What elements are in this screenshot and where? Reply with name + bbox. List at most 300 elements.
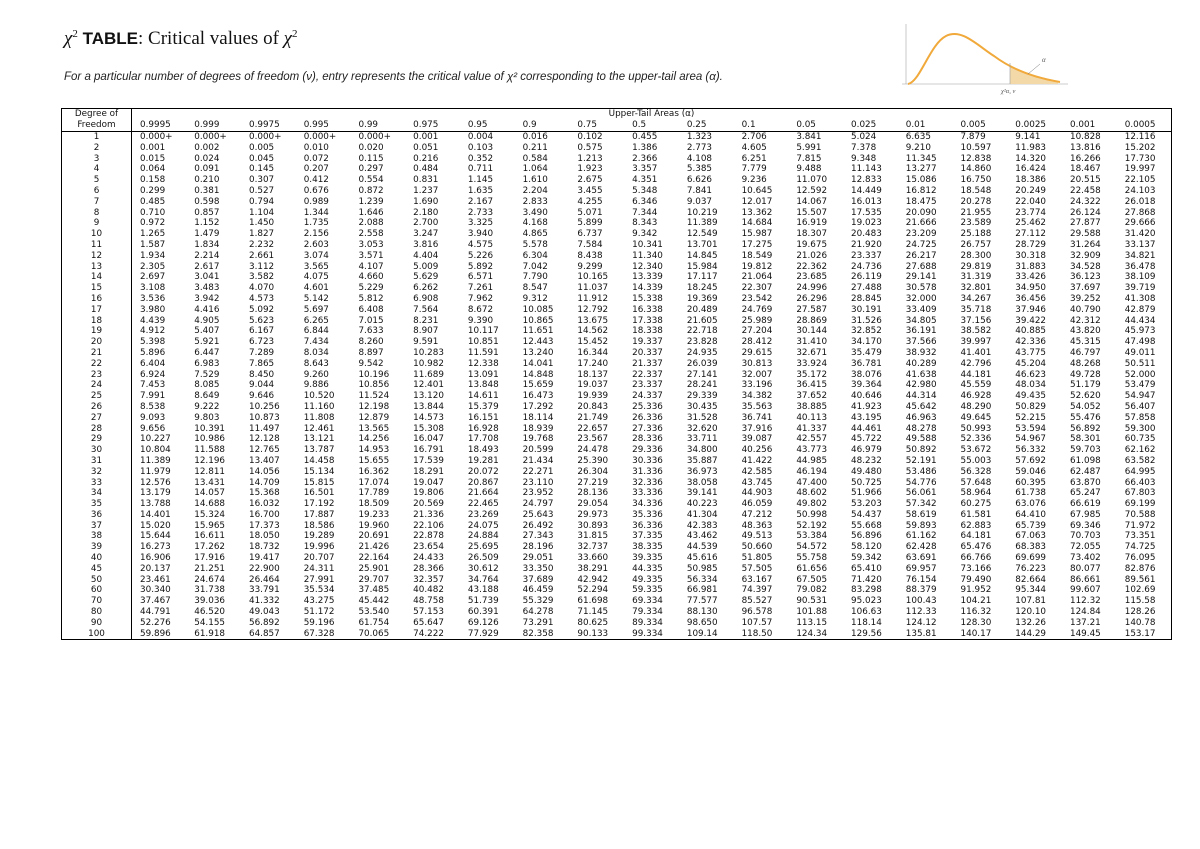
critical-value-cell: 26.757 [960, 239, 992, 250]
critical-value-cell: 55.668 [851, 520, 882, 531]
critical-value-cell: 33.137 [1124, 239, 1156, 250]
critical-value-cell: 55.003 [960, 455, 992, 466]
critical-value-cell: 24.996 [796, 283, 828, 294]
critical-value-cell: 27.204 [741, 326, 773, 337]
critical-value-cell: 44.335 [632, 563, 663, 574]
critical-value-cell: 18.586 [303, 520, 335, 531]
critical-value-cell: 22.718 [686, 326, 718, 337]
alpha-label: α [1042, 56, 1046, 64]
critical-value-cell: 59.196 [303, 617, 335, 628]
critical-value-cell: 62.428 [905, 542, 937, 553]
critical-value-cell: 67.328 [303, 628, 335, 639]
table-row [62, 467, 1172, 478]
critical-value-cell: 1.635 [467, 185, 494, 196]
critical-value-cell: 12.338 [467, 358, 499, 369]
critical-value-cell: 17.292 [522, 401, 554, 412]
table-row [62, 197, 1172, 208]
chi-symbol: χ [64, 28, 73, 49]
critical-value-cell: 29.339 [686, 391, 718, 402]
critical-value-cell: 35.479 [851, 347, 882, 358]
df-header-line1: Degree of [74, 109, 119, 119]
df-cell: 16 [62, 294, 132, 305]
df-cell: 22 [62, 359, 132, 370]
critical-value-cell: 4.168 [522, 218, 548, 229]
critical-value-cell: 6.265 [303, 315, 329, 326]
critical-value-cell: 33.336 [632, 488, 663, 499]
critical-value-cell: 25.643 [522, 509, 554, 520]
critical-value-cell: 57.858 [1124, 412, 1156, 423]
df-cell: 38 [62, 531, 132, 542]
critical-value-cell: 118.14 [851, 617, 882, 628]
critical-value-cell: 21.749 [577, 412, 609, 423]
critical-value-cell: 30.893 [577, 520, 609, 531]
df-cell: 7 [62, 197, 132, 208]
critical-value-cell: 3.053 [358, 239, 384, 250]
critical-value-cell: 19.289 [303, 531, 335, 542]
critical-value-cell: 15.644 [140, 531, 171, 542]
critical-value-cell: 79.334 [632, 607, 663, 618]
critical-value-cell: 5.348 [632, 185, 658, 196]
critical-value-cell: 49.480 [851, 466, 882, 477]
critical-value-cell: 48.758 [413, 596, 444, 607]
critical-value-cell: 11.591 [467, 347, 499, 358]
alpha-header-cell: 0.995 [296, 120, 351, 132]
critical-value-cell: 11.588 [194, 445, 226, 456]
critical-value-cell: 22.465 [467, 499, 499, 510]
critical-value-cell: 15.338 [632, 293, 663, 304]
critical-value-cell: 0.051 [413, 142, 439, 153]
critical-value-cell: 24.736 [851, 261, 882, 272]
critical-value-cell: 88.379 [905, 585, 937, 596]
critical-value-cell: 6.262 [413, 283, 439, 294]
critical-value-cell: 42.980 [905, 380, 937, 391]
critical-value-cell: 28.412 [741, 337, 773, 348]
critical-value-cell: 45.442 [358, 596, 390, 607]
critical-value-cell: 18.338 [632, 326, 663, 337]
critical-value-cell: 10.256 [248, 401, 280, 412]
critical-value-cell: 57.648 [960, 477, 992, 488]
df-cell: 18 [62, 316, 132, 327]
critical-value-cell: 6.626 [686, 175, 713, 186]
critical-value-cell: 12.833 [851, 175, 882, 186]
critical-value-cell: 71.145 [577, 607, 609, 618]
critical-value-cell: 12.838 [960, 153, 992, 164]
critical-value-cell: 17.535 [851, 207, 882, 218]
critical-value-cell: 20.489 [686, 304, 718, 315]
critical-value-cell: 50.829 [1015, 401, 1047, 412]
critical-value-cell: 83.298 [851, 585, 882, 596]
critical-value-cell: 62.487 [1069, 466, 1101, 477]
critical-value-cell: 10.851 [467, 337, 499, 348]
critical-value-cell: 18.245 [686, 283, 718, 294]
critical-value-cell: 53.203 [851, 499, 882, 510]
critical-value-cell: 0.001 [140, 142, 166, 153]
critical-value-cell: 16.151 [467, 412, 499, 423]
critical-value-cell: 63.582 [1124, 455, 1156, 466]
df-cell: 35 [62, 499, 132, 510]
critical-value-cell: 128.30 [960, 617, 992, 628]
critical-value-cell: 21.664 [467, 488, 499, 499]
critical-value-cell: 44.314 [905, 391, 937, 402]
critical-value-cell: 5.623 [248, 315, 275, 326]
critical-value-cell: 0.831 [413, 175, 439, 186]
critical-value-cell: 43.820 [1069, 326, 1101, 337]
critical-value-cell: 25.989 [741, 315, 773, 326]
critical-value-cell: 8.538 [140, 401, 166, 412]
critical-value-cell: 29.615 [741, 347, 773, 358]
critical-value-cell: 0.010 [303, 142, 329, 153]
critical-value-cell: 1.213 [577, 153, 603, 164]
df-header-line2: Freedom [77, 120, 116, 130]
critical-value-cell: 59.300 [1124, 423, 1156, 434]
critical-value-cell: 13.091 [467, 369, 499, 380]
critical-value-cell: 3.582 [248, 272, 275, 283]
critical-value-cell: 46.194 [796, 466, 828, 477]
df-cell: 2 [62, 143, 132, 154]
critical-value-cell: 0.102 [577, 132, 603, 142]
critical-value-cell: 13.844 [413, 401, 444, 412]
critical-value-cell: 24.725 [905, 239, 937, 250]
critical-value-cell: 53.594 [1015, 423, 1047, 434]
critical-value-cell: 19.997 [1124, 164, 1156, 175]
critical-value-cell: 9.488 [796, 164, 822, 175]
critical-value-cell: 36.741 [741, 412, 773, 423]
df-cell: 100 [62, 629, 132, 640]
critical-value-cell: 32.357 [413, 574, 444, 585]
critical-value-cell: 1.646 [358, 207, 384, 218]
critical-value-cell: 11.651 [522, 326, 554, 337]
df-cell: 27 [62, 413, 132, 424]
critical-value-cell: 31.883 [1015, 261, 1047, 272]
critical-value-cell: 10.391 [194, 423, 226, 434]
critical-value-cell: 39.719 [1124, 283, 1156, 294]
critical-value-cell: 14.709 [248, 477, 280, 488]
critical-value-cell: 31.738 [194, 585, 226, 596]
critical-value-cell: 0.598 [194, 196, 220, 207]
critical-value-cell: 52.215 [1015, 412, 1047, 423]
critical-value-cell: 113.15 [796, 617, 828, 628]
critical-value-cell: 2.603 [303, 239, 329, 250]
critical-value-cell: 0.000+ [358, 132, 391, 142]
critical-value-cell: 27.688 [905, 261, 937, 272]
critical-value-cell: 55.476 [1069, 412, 1101, 423]
critical-value-cell: 95.023 [851, 596, 882, 607]
critical-value-cell: 58.964 [960, 488, 992, 499]
critical-value-cell: 30.336 [632, 455, 663, 466]
critical-value-cell: 2.088 [358, 218, 384, 229]
critical-value-cell: 54.947 [1124, 391, 1156, 402]
critical-value-cell: 112.33 [905, 607, 937, 618]
critical-value-cell: 21.251 [194, 563, 226, 574]
critical-value-cell: 153.17 [1124, 628, 1156, 639]
critical-value-cell: 28.241 [686, 380, 718, 391]
critical-value-cell: 41.923 [851, 401, 882, 412]
critical-value-cell: 50.993 [960, 423, 992, 434]
critical-value-cell: 1.690 [413, 196, 439, 207]
critical-value-cell: 46.623 [1015, 369, 1047, 380]
critical-value-cell: 52.192 [796, 520, 828, 531]
critical-value-cell: 54.155 [194, 617, 226, 628]
density-curve [908, 34, 1060, 84]
critical-value-cell: 6.346 [632, 196, 658, 207]
critical-value-cell: 18.732 [248, 542, 280, 553]
critical-value-cell: 64.181 [960, 531, 992, 542]
critical-value-cell: 23.828 [686, 337, 718, 348]
df-cell: 32 [62, 467, 132, 478]
critical-value-cell: 8.231 [413, 315, 439, 326]
critical-value-cell: 29.054 [577, 499, 609, 510]
critical-value-cell: 2.661 [248, 250, 275, 261]
critical-value-cell: 10.085 [522, 304, 554, 315]
critical-value-cell: 6.251 [741, 153, 767, 164]
critical-value-cell: 60.395 [1015, 477, 1047, 488]
critical-value-cell: 120.10 [1015, 607, 1047, 618]
critical-value-cell: 49.011 [1124, 347, 1156, 358]
critical-value-cell: 38.076 [851, 369, 882, 380]
critical-value-cell: 2.773 [686, 142, 713, 153]
critical-value-cell: 11.340 [632, 250, 663, 261]
critical-value-cell: 34.805 [905, 315, 937, 326]
critical-value-cell: 124.34 [796, 628, 828, 639]
critical-value-cell: 4.404 [413, 250, 439, 261]
critical-value-cell: 0.211 [522, 142, 548, 153]
critical-value-cell: 52.336 [960, 434, 992, 445]
critical-value-cell: 27.141 [686, 369, 718, 380]
critical-value-cell: 36.478 [1124, 261, 1156, 272]
table-row [62, 564, 1172, 575]
critical-value-cell: 7.289 [248, 347, 275, 358]
critical-value-cell: 37.946 [1015, 304, 1047, 315]
critical-value-cell: 9.312 [522, 293, 548, 304]
critical-value-cell: 73.402 [1069, 553, 1101, 564]
critical-value-cell: 69.334 [632, 596, 663, 607]
critical-value-cell: 29.666 [1124, 218, 1156, 229]
critical-value-cell: 1.450 [248, 218, 275, 229]
table-row [62, 456, 1172, 467]
critical-value-cell: 8.438 [577, 250, 603, 261]
critical-value-cell: 0.794 [248, 196, 275, 207]
critical-value-cell: 10.520 [303, 391, 335, 402]
critical-value-cell: 39.036 [194, 596, 226, 607]
critical-value-cell: 60.735 [1124, 434, 1156, 445]
critical-value-cell: 65.410 [851, 563, 882, 574]
critical-value-cell: 60.391 [467, 607, 499, 618]
critical-value-cell: 14.320 [1015, 153, 1047, 164]
critical-value-cell: 10.117 [467, 326, 499, 337]
critical-value-cell: 109.14 [686, 628, 718, 639]
critical-value-cell: 28.300 [960, 250, 992, 261]
critical-value-cell: 5.398 [140, 337, 166, 348]
critical-value-cell: 26.217 [905, 250, 937, 261]
critical-value-cell: 12.879 [358, 412, 390, 423]
critical-value-cell: 71.972 [1124, 520, 1156, 531]
critical-value-cell: 14.573 [413, 412, 444, 423]
critical-value-cell: 18.475 [905, 196, 937, 207]
critical-value-cell: 30.578 [905, 283, 937, 294]
critical-value-cell: 9.044 [248, 380, 275, 391]
critical-value-cell: 13.339 [632, 272, 663, 283]
critical-value-cell: 0.004 [467, 132, 494, 142]
critical-value-cell: 0.115 [358, 153, 384, 164]
table-row [62, 618, 1172, 629]
critical-value-cell: 0.584 [522, 153, 548, 164]
table-row [62, 370, 1172, 381]
critical-value-cell: 9.646 [248, 391, 275, 402]
critical-value-cell: 53.384 [796, 531, 828, 542]
critical-value-cell: 11.389 [140, 455, 171, 466]
critical-value-cell: 13.431 [194, 477, 226, 488]
critical-value-cell: 32.909 [1069, 250, 1101, 261]
alpha-header-cell: 0.99 [350, 120, 405, 132]
critical-value-cell: 0.207 [303, 164, 329, 175]
critical-value-cell: 144.29 [1015, 628, 1047, 639]
critical-value-cell: 98.650 [686, 617, 718, 628]
critical-value-cell: 44.434 [1124, 315, 1156, 326]
critical-value-cell: 16.362 [358, 466, 390, 477]
critical-value-cell: 11.689 [413, 369, 444, 380]
df-cell: 37 [62, 521, 132, 532]
critical-value-cell: 8.547 [522, 283, 548, 294]
critical-value-cell: 61.918 [194, 628, 226, 639]
critical-value-cell: 19.281 [467, 455, 499, 466]
critical-value-cell: 22.106 [413, 520, 444, 531]
critical-value-cell: 36.781 [851, 358, 882, 369]
critical-value-cell: 0.072 [303, 153, 329, 164]
critical-value-cell: 2.697 [140, 272, 166, 283]
critical-value-cell: 29.819 [960, 261, 992, 272]
table-row [62, 434, 1172, 445]
critical-value-cell: 39.997 [960, 337, 992, 348]
table-row [62, 553, 1172, 564]
critical-value-cell: 48.268 [1069, 358, 1101, 369]
critical-value-cell: 33.350 [522, 563, 554, 574]
critical-value-cell: 56.061 [905, 488, 937, 499]
critical-value-cell: 115.58 [1124, 596, 1156, 607]
critical-value-cell: 89.561 [1124, 574, 1156, 585]
critical-value-cell: 6.635 [905, 132, 931, 142]
critical-value-cell: 0.352 [467, 153, 494, 164]
critical-value-cell: 20.843 [577, 401, 609, 412]
critical-value-cell: 2.558 [358, 229, 384, 240]
critical-value-cell: 0.307 [248, 175, 275, 186]
critical-value-cell: 54.572 [796, 542, 828, 553]
critical-value-cell: 5.578 [522, 239, 548, 250]
critical-value-cell: 8.034 [303, 347, 329, 358]
df-cell: 4 [62, 164, 132, 175]
critical-value-cell: 19.960 [358, 520, 390, 531]
critical-value-cell: 25.695 [467, 542, 499, 553]
critical-value-cell: 2.305 [140, 261, 166, 272]
critical-value-cell: 0.216 [413, 153, 439, 164]
title-exponent: 2 [72, 28, 78, 40]
critical-value-cell: 14.067 [796, 196, 828, 207]
critical-value-cell: 24.478 [577, 445, 609, 456]
critical-value-cell: 13.240 [522, 347, 554, 358]
critical-value-cell: 64.410 [1015, 509, 1047, 520]
critical-value-cell: 112.32 [1069, 596, 1101, 607]
critical-value-cell: 27.112 [1015, 229, 1047, 240]
critical-value-cell: 5.407 [194, 326, 220, 337]
critical-value-cell: 88.130 [686, 607, 718, 618]
critical-value-cell: 34.950 [1015, 283, 1047, 294]
critical-value-cell: 8.343 [632, 218, 658, 229]
critical-value-cell: 67.063 [1015, 531, 1047, 542]
df-cell: 24 [62, 380, 132, 391]
critical-value-cell: 12.340 [632, 261, 663, 272]
table-row [62, 445, 1172, 456]
critical-value-cell: 8.260 [358, 337, 384, 348]
critical-value-cell: 3.536 [140, 293, 166, 304]
critical-value-cell: 5.629 [413, 272, 439, 283]
table-row [62, 542, 1172, 553]
critical-value-cell: 43.195 [851, 412, 882, 423]
critical-value-cell: 26.018 [1124, 196, 1156, 207]
critical-value-cell: 59.342 [851, 553, 882, 564]
df-cell: 33 [62, 478, 132, 489]
critical-value-cell: 27.336 [632, 423, 663, 434]
critical-value-cell: 70.703 [1069, 531, 1101, 542]
critical-value-cell: 35.534 [303, 585, 335, 596]
critical-value-cell: 6.737 [577, 229, 603, 240]
df-cell: 19 [62, 326, 132, 337]
critical-value-cell: 23.209 [905, 229, 937, 240]
critical-value-cell: 7.042 [522, 261, 548, 272]
critical-value-cell: 34.821 [1124, 250, 1156, 261]
critical-value-cell: 49.802 [796, 499, 828, 510]
critical-value-cell: 53.672 [960, 445, 992, 456]
critical-value-cell: 46.520 [194, 607, 226, 618]
critical-value-cell: 23.567 [577, 434, 609, 445]
table-row [62, 499, 1172, 510]
critical-value-cell: 3.041 [194, 272, 220, 283]
critical-value-cell: 44.461 [851, 423, 882, 434]
critical-value-cell: 61.738 [1015, 488, 1047, 499]
critical-value-cell: 17.730 [1124, 153, 1156, 164]
critical-value-cell: 61.656 [796, 563, 828, 574]
critical-value-cell: 56.334 [686, 574, 718, 585]
critical-value-cell: 66.403 [1124, 477, 1156, 488]
critical-value-cell: 13.816 [1069, 142, 1101, 153]
page-title [64, 28, 298, 50]
critical-value-cell: 6.723 [248, 337, 275, 348]
critical-value-cell: 40.885 [1015, 326, 1047, 337]
critical-value-cell: 14.401 [140, 509, 171, 520]
df-cell: 10 [62, 229, 132, 240]
critical-value-cell: 37.652 [796, 391, 828, 402]
critical-value-cell: 22.657 [577, 423, 609, 434]
critical-value-cell: 13.788 [140, 499, 171, 510]
df-cell: 26 [62, 402, 132, 413]
critical-value-cell: 6.304 [522, 250, 548, 261]
critical-value-cell: 18.467 [1069, 164, 1101, 175]
critical-value-cell: 9.390 [467, 315, 494, 326]
critical-value-cell: 0.872 [358, 185, 384, 196]
alpha-header-cell: 0.25 [679, 120, 734, 132]
critical-value-cell: 4.573 [248, 293, 275, 304]
critical-value-cell: 13.701 [686, 239, 718, 250]
critical-value-cell: 20.137 [140, 563, 171, 574]
critical-value-cell: 65.247 [1069, 488, 1101, 499]
critical-value-cell: 59.335 [632, 585, 663, 596]
critical-value-cell: 82.876 [1124, 563, 1156, 574]
critical-value-cell: 34.382 [741, 391, 773, 402]
table-row [62, 143, 1172, 154]
critical-value-cell: 4.070 [248, 283, 275, 294]
critical-value-cell: 26.124 [1069, 207, 1101, 218]
critical-value-cell: 37.467 [140, 596, 171, 607]
critical-value-cell: 16.266 [1069, 153, 1101, 164]
critical-value-cell: 19.047 [413, 477, 444, 488]
